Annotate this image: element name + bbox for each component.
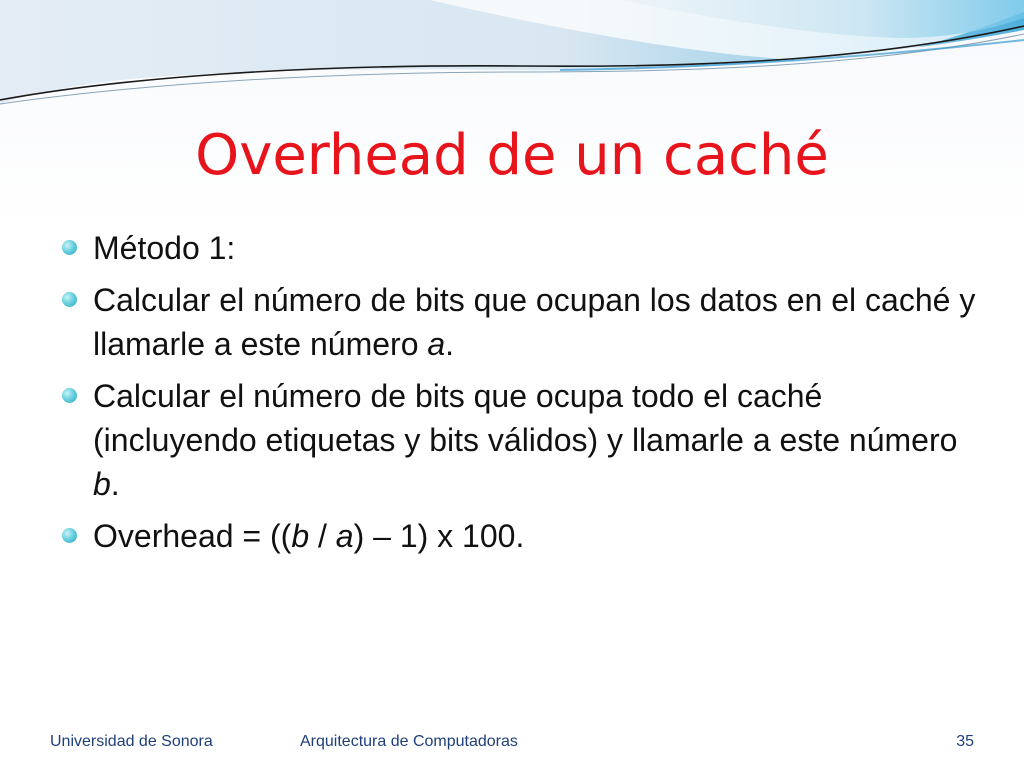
bullet-dot-icon <box>62 528 77 543</box>
header-wave-decoration <box>0 0 1024 120</box>
formula-part: / <box>309 518 336 554</box>
bullet-dot-icon <box>62 240 77 255</box>
variable-a: a <box>427 326 446 362</box>
bullet-dot-icon <box>62 388 77 403</box>
bullet-dot-icon <box>62 292 77 307</box>
slide-title: Overhead de un caché <box>195 123 829 188</box>
bullet-text-end: . <box>110 466 120 502</box>
bullet-item <box>62 278 982 366</box>
formula-variable-b: b <box>291 518 310 554</box>
bullet-text: Calcular el número de bits que ocupa todo el caché (incluyendo etiquetas y bits válidos) y llamarle a este número <box>93 378 958 458</box>
formula-variable-a: a <box>335 518 354 554</box>
bullet-item <box>62 226 982 270</box>
bullet-item <box>62 374 982 506</box>
variable-b: b <box>93 466 111 502</box>
bullet-list <box>62 226 982 566</box>
footer-institution: Universidad de Sonora <box>50 733 213 750</box>
bullet-text: Método 1: <box>93 230 236 266</box>
formula-part: Overhead = (( <box>93 518 292 554</box>
slide-number: 35 <box>956 733 974 750</box>
bullet-item <box>62 514 982 558</box>
footer-course: Arquitectura de Computadoras <box>300 733 518 750</box>
formula-part: ) – 1) x 100. <box>353 518 525 554</box>
bullet-text: Calcular el número de bits que ocupan los datos en el caché y llamarle a este número <box>93 282 976 362</box>
bullet-text-end: . <box>445 326 455 362</box>
